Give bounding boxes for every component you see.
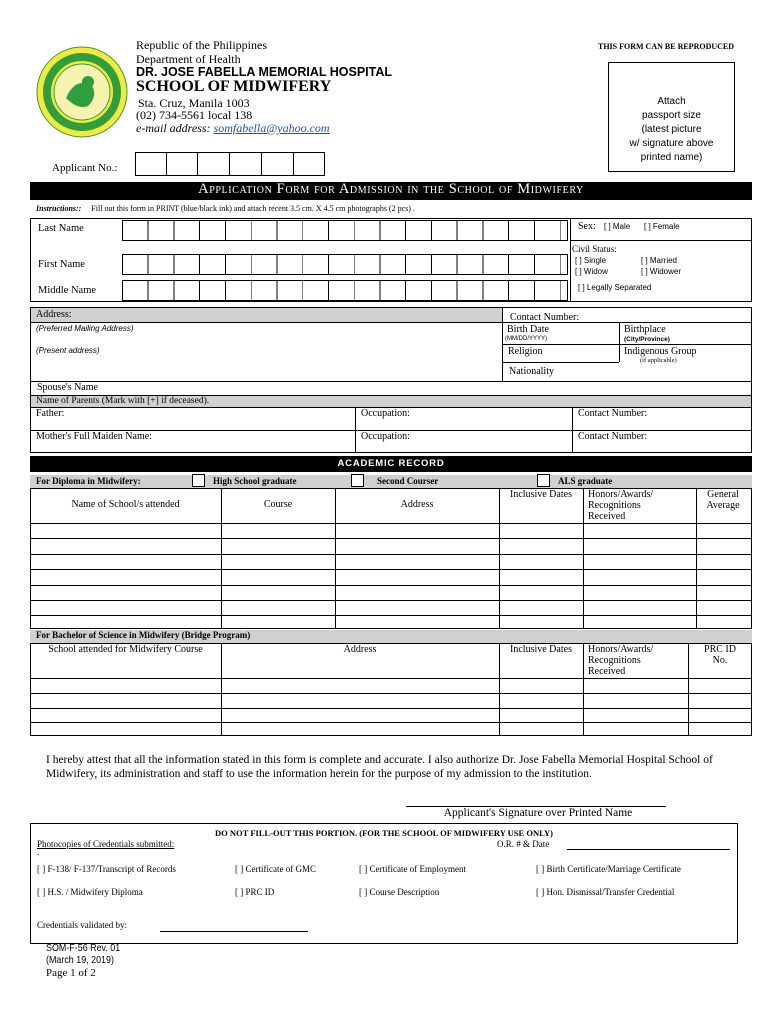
contact-number-label: Contact Number: xyxy=(510,312,580,323)
sex-male[interactable]: [ ] Male xyxy=(604,222,631,231)
signature-label: Applicant's Signature over Printed Name xyxy=(443,807,633,819)
credential-gmc[interactable]: [ ] Certificate of GMC xyxy=(235,864,316,874)
header-doh: Department of Health xyxy=(136,52,241,66)
credential-prc-id[interactable]: [ ] PRC ID xyxy=(235,887,275,897)
indigenous-label: Indigenous Group xyxy=(624,346,697,357)
second-courser-label: Second Courser xyxy=(377,476,439,486)
spouse-label: Spouse's Name xyxy=(37,382,98,393)
credential-employment[interactable]: [ ] Certificate of Employment xyxy=(359,864,466,874)
footer-page: Page 1 of 2 xyxy=(46,967,96,979)
col-address: Address xyxy=(400,499,434,510)
instructions-label: Instructions:: xyxy=(36,204,82,213)
office-header: DO NOT FILL-OUT THIS PORTION. (FOR THE SCHOOL OF MIDWIFERY USE ONLY) xyxy=(215,828,553,838)
header-phone: (02) 734-5561 local 138 xyxy=(136,108,253,122)
parents-header: Name of Parents (Mark with [+] if deceased). xyxy=(36,396,210,406)
header-hospital: DR. JOSE FABELLA MEMORIAL HOSPITAL xyxy=(136,65,393,79)
bullet-dot: . xyxy=(37,847,40,857)
col-school: Name of School/s attended xyxy=(71,499,180,510)
academic-title: ACADEMIC RECORD xyxy=(337,458,445,469)
civil-single[interactable]: [ ] Single xyxy=(575,256,607,265)
civil-widower[interactable]: [ ] Widower xyxy=(641,267,682,276)
validated-label: Credentials validated by: xyxy=(37,920,127,930)
middle-name-boxes[interactable] xyxy=(122,280,568,301)
instructions xyxy=(36,204,415,213)
email-link[interactable]: somfabella@yahoo.com xyxy=(213,121,330,135)
applicant-no-boxes[interactable] xyxy=(135,152,325,176)
mother-label: Mother's Full Maiden Name: xyxy=(36,431,152,442)
photocopies-label: Photocopies of Credentials submitted: xyxy=(37,839,175,849)
father-occupation-label: Occupation: xyxy=(361,408,410,419)
photo-line5: printed name) xyxy=(640,152,703,163)
photo-line3: (latest picture xyxy=(641,124,702,135)
bsm-label: For Bachelor of Science in Midwifery (Bridge Program) xyxy=(36,630,251,640)
birth-date-label: Birth Date xyxy=(507,324,549,335)
bsm-col-prc: PRC ID No. xyxy=(704,644,736,666)
birthplace-format: (City/Province) xyxy=(624,336,670,343)
hs-graduate-checkbox[interactable] xyxy=(192,474,205,487)
sex-label: Sex: xyxy=(578,221,596,232)
footer-date: (March 19, 2019) xyxy=(46,954,114,966)
hs-graduate-label: High School graduate xyxy=(213,476,297,486)
mother-occupation-label: Occupation: xyxy=(361,431,410,442)
credential-hon-dismissal[interactable]: [ ] Hon. Dismissal/Transfer Credential xyxy=(536,887,675,897)
col-general-average: General Average xyxy=(706,489,740,511)
photo-line2: passport size xyxy=(642,110,701,121)
nationality-label: Nationality xyxy=(509,366,554,377)
indigenous-note: (if applicable) xyxy=(640,357,677,364)
civil-separated[interactable]: [ ] Legally Separated xyxy=(578,283,652,292)
credential-birth-cert[interactable]: [ ] Birth Certificate/Marriage Certificate xyxy=(536,864,681,874)
attestation-text: I hereby attest that all the information stated in this form is complete and accurate. I also authorize Dr. Jose Fabella Memorial Hospital School of Midwifery, its administration and staff to use the information herein for the purpose of my admission to the institution. xyxy=(46,754,713,780)
sex-female[interactable]: [ ] Female xyxy=(644,222,680,231)
als-graduate-checkbox[interactable] xyxy=(537,474,550,487)
reproduce-note: THIS FORM CAN BE REPRODUCED xyxy=(598,42,735,51)
bsm-col-school: School attended for Midwifery Course xyxy=(48,644,203,655)
header-address: Sta. Cruz, Manila 1003 xyxy=(138,96,250,110)
father-contact-label: Contact Number: xyxy=(578,408,648,419)
present-address-label: (Present address) xyxy=(36,346,100,355)
civil-widow[interactable]: [ ] Widow xyxy=(575,267,608,276)
bsm-col-address: Address xyxy=(343,644,377,655)
form-title: Application Form for Admission in the School of Midwifery xyxy=(198,181,584,197)
bsm-col-inclusive-dates: Inclusive Dates xyxy=(510,644,572,655)
address-label: Address: xyxy=(36,309,72,320)
second-courser-checkbox[interactable] xyxy=(351,474,364,487)
credential-transcript[interactable]: [ ] F-138/ F-137/Transcript of Records xyxy=(37,864,176,874)
bsm-col-honors: Honors/Awards/ Recognitions Received xyxy=(588,644,654,677)
last-name-label: Last Name xyxy=(38,223,84,234)
birthplace-label: Birthplace xyxy=(624,324,666,335)
col-course: Course xyxy=(263,499,293,510)
birth-date-format: (MM/DD/YYYY) xyxy=(505,336,547,342)
footer-code: SOM-F-56 Rev. 01 xyxy=(46,942,121,954)
religion-label: Religion xyxy=(508,346,543,357)
last-name-boxes[interactable] xyxy=(122,220,568,241)
preferred-address-label: (Preferred Mailing Address) xyxy=(36,324,134,333)
credential-course-desc[interactable]: [ ] Course Description xyxy=(359,887,440,897)
col-inclusive-dates: Inclusive Dates xyxy=(510,489,572,500)
civil-status-label: Civil Status: xyxy=(572,244,617,254)
instructions-text: Fill out this form in PRINT (blue/black ink) and attach recent 3.5 cm. X 4.5 cm photographs (2 pcs) . xyxy=(91,204,415,213)
first-name-label: First Name xyxy=(38,259,85,270)
diploma-label: For Diploma in Midwifery: xyxy=(36,476,141,486)
email-label: e-mail address: xyxy=(136,121,211,135)
photo-line4: w/ signature above xyxy=(629,138,714,149)
photo-line1: Attach xyxy=(657,96,686,107)
photo-box-text xyxy=(608,95,735,165)
header-school: SCHOOL OF MIDWIFERY xyxy=(136,78,332,95)
hospital-logo xyxy=(36,46,128,138)
header-email-row xyxy=(136,121,330,136)
header-republic: Republic of the Philippines xyxy=(136,38,267,52)
mother-contact-label: Contact Number: xyxy=(578,431,648,442)
first-name-boxes[interactable] xyxy=(122,254,568,275)
col-honors: Honors/Awards/ Recognitions Received xyxy=(588,489,654,522)
civil-married[interactable]: [ ] Married xyxy=(641,256,678,265)
father-label: Father: xyxy=(36,408,65,419)
applicant-no-label: Applicant No.: xyxy=(52,162,118,174)
or-date-label: O.R. # & Date xyxy=(497,839,550,849)
als-graduate-label: ALS graduate xyxy=(558,476,613,486)
middle-name-label: Middle Name xyxy=(38,285,97,296)
credential-diploma[interactable]: [ ] H.S. / Midwifery Diploma xyxy=(37,887,143,897)
